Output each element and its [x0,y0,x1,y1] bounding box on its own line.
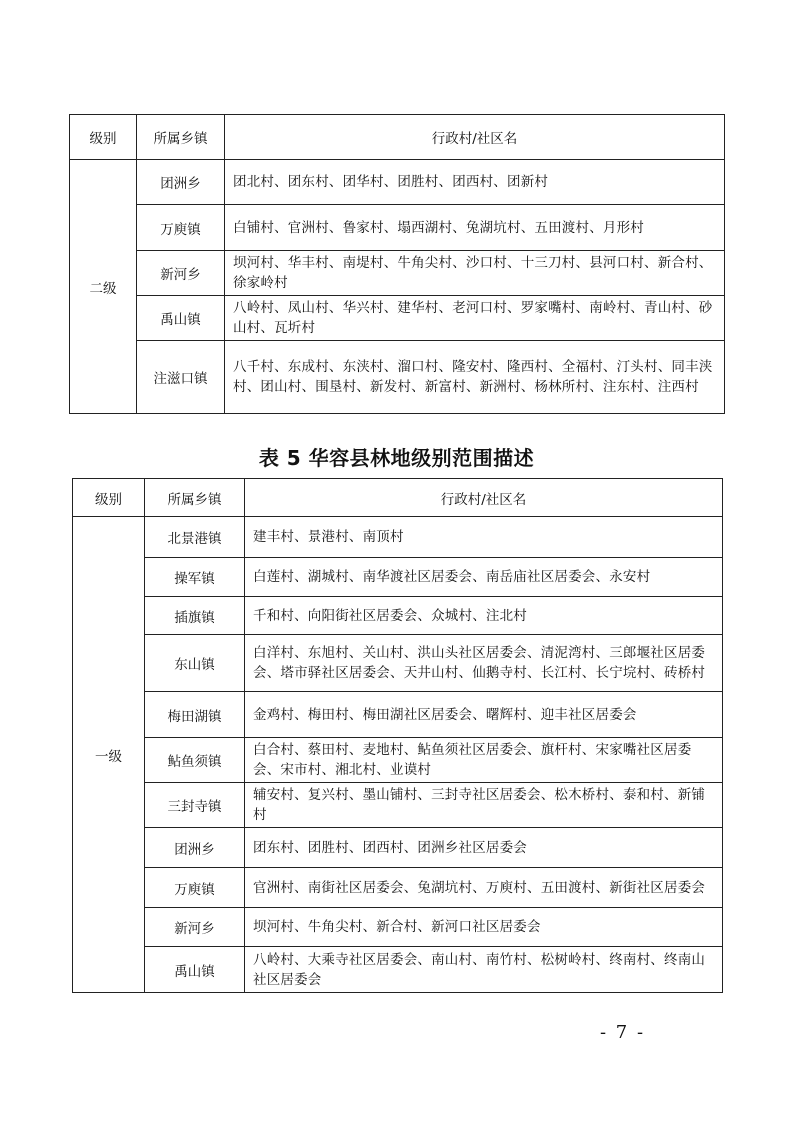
town-cell: 梅田湖镇 [145,692,245,738]
villages-cell: 金鸡村、梅田村、梅田湖社区居委会、曙辉村、迎丰社区居委会 [245,692,723,738]
villages-cell: 白合村、蔡田村、麦地村、鲇鱼须社区居委会、旗杆村、宋家嘴社区居委会、宋市村、湘北村、业谟村 [245,738,723,783]
villages-cell: 官洲村、南街社区居委会、兔湖坑村、万庾村、五田渡村、新街社区居委会 [245,868,723,908]
table-row [70,251,725,296]
town-cell: 禹山镇 [137,296,225,341]
level-cell: 一级 [73,517,145,993]
table-row [73,828,723,868]
villages-cell: 辅安村、复兴村、墨山铺村、三封寺社区居委会、松木桥村、泰和村、新铺村 [245,783,723,828]
town-cell: 新河乡 [137,251,225,296]
villages-cell: 白铺村、官洲村、鲁家村、塌西湖村、兔湖坑村、五田渡村、月形村 [225,205,725,251]
table-row [73,692,723,738]
town-cell: 注滋口镇 [137,341,225,414]
table-5 [72,478,723,993]
town-cell: 插旗镇 [145,597,245,635]
villages-cell: 八岭村、大乘寺社区居委会、南山村、南竹村、松树岭村、终南村、终南山社区居委会 [245,947,723,993]
villages-cell: 八千村、东成村、东浃村、溜口村、隆安村、隆西村、全福村、汀头村、同丰浃村、团山村、围垦村、新发村、新富村、新洲村、杨林所村、注东村、注西村 [225,341,725,414]
town-cell: 鲇鱼须镇 [145,738,245,783]
villages-cell: 坝河村、牛角尖村、新合村、新河口社区居委会 [245,908,723,947]
header-level: 级别 [70,115,137,160]
header-town: 所属乡镇 [137,115,225,160]
villages-cell: 建丰村、景港村、南顶村 [245,517,723,558]
table-row [73,558,723,597]
villages-cell: 白莲村、湖城村、南华渡社区居委会、南岳庙社区居委会、永安村 [245,558,723,597]
town-cell: 团洲乡 [145,828,245,868]
town-cell: 万庾镇 [137,205,225,251]
table-row [73,517,723,558]
table-row [73,783,723,828]
town-cell: 三封寺镇 [145,783,245,828]
table-row [73,947,723,993]
header-villages: 行政村/社区名 [225,115,725,160]
level-cell: 二级 [70,160,137,414]
table-4-continued [69,114,725,414]
town-cell: 东山镇 [145,635,245,692]
town-cell: 操军镇 [145,558,245,597]
header-level: 级别 [73,479,145,517]
table-header-row [70,115,725,160]
page-number: - 7 - [600,1022,646,1043]
table-row [70,205,725,251]
villages-cell: 团东村、团胜村、团西村、团洲乡社区居委会 [245,828,723,868]
table-row [73,597,723,635]
villages-cell: 八岭村、凤山村、华兴村、建华村、老河口村、罗家嘴村、南岭村、青山村、砂山村、瓦圻村 [225,296,725,341]
table-row [70,296,725,341]
table-row [70,341,725,414]
table-row [73,635,723,692]
header-town: 所属乡镇 [145,479,245,517]
table-header-row [73,479,723,517]
table-5-title: 表 5 华容县林地级别范围描述 [258,446,535,470]
villages-cell: 白洋村、东旭村、关山村、洪山头社区居委会、清泥湾村、三郎堰社区居委会、塔市驿社区居委会、天井山村、仙鹅寺村、长江村、长宁垸村、砖桥村 [245,635,723,692]
villages-cell: 坝河村、华丰村、南堤村、牛角尖村、沙口村、十三刀村、县河口村、新合村、徐家岭村 [225,251,725,296]
town-cell: 禹山镇 [145,947,245,993]
table-row [73,868,723,908]
table-row [73,738,723,783]
table-row [70,160,725,205]
header-villages: 行政村/社区名 [245,479,723,517]
villages-cell: 团北村、团东村、团华村、团胜村、团西村、团新村 [225,160,725,205]
town-cell: 新河乡 [145,908,245,947]
town-cell: 团洲乡 [137,160,225,205]
table-row [73,908,723,947]
villages-cell: 千和村、向阳街社区居委会、众城村、注北村 [245,597,723,635]
town-cell: 北景港镇 [145,517,245,558]
town-cell: 万庾镇 [145,868,245,908]
